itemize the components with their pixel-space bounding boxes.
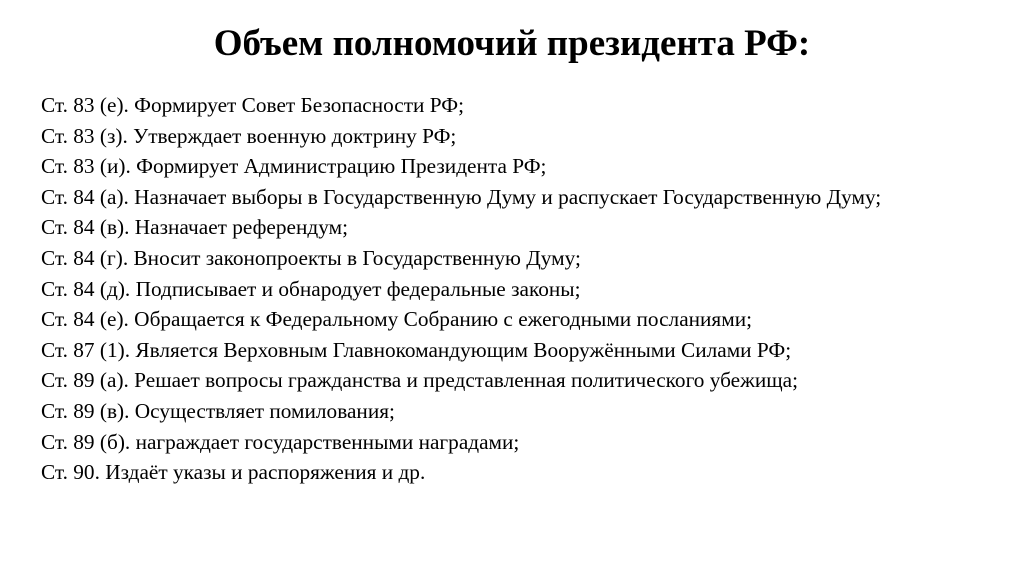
list-item: Ст. 84 (а). Назначает выборы в Государственную Думу и распускает Государственную Думу; xyxy=(41,184,882,209)
list-item: Ст. 84 (е). Обращается к Федеральному Собранию с ежегодными посланиями; xyxy=(41,307,753,332)
list-item: Ст. 84 (д). Подписывает и обнародует федеральные законы; xyxy=(41,276,581,301)
list-item: Ст. 84 (в). Назначает референдум; xyxy=(41,215,348,240)
list-item: Ст. 89 (в). Осуществляет помилования; xyxy=(41,398,395,423)
list-item: Ст. 89 (б). награждает государственными наградами; xyxy=(41,429,520,454)
list-item: Ст. 83 (и). Формирует Администрацию Президента РФ; xyxy=(41,154,547,179)
powers-list xyxy=(41,90,1001,488)
list-item: Ст. 90. Издаёт указы и распоряжения и др. xyxy=(41,460,426,485)
list-item: Ст. 83 (з). Утверждает военную доктрину РФ; xyxy=(41,123,457,148)
list-item: Ст. 83 (е). Формирует Совет Безопасности РФ; xyxy=(41,93,465,117)
slide-title: Объем полномочий президента РФ: xyxy=(213,23,811,64)
list-item: Ст. 84 (г). Вносит законопроекты в Государственную Думу; xyxy=(41,245,581,270)
list-item: Ст. 89 (а). Решает вопросы гражданства и представленная политического убежища; xyxy=(41,368,799,393)
list-item: Ст. 87 (1). Является Верховным Главнокомандующим Вооружёнными Силами РФ; xyxy=(41,337,792,362)
